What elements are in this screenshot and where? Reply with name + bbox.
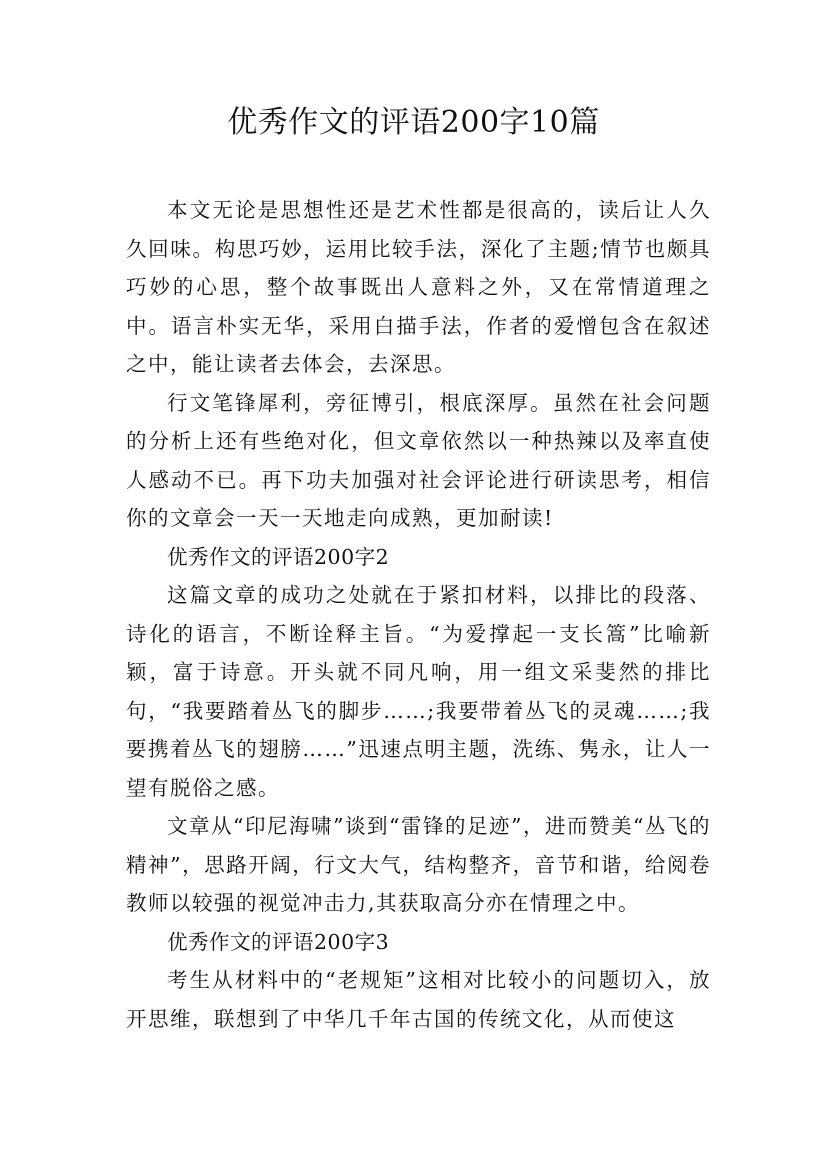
document-body	[126, 191, 711, 1038]
document-title: 优秀作文的评语200字10篇	[227, 105, 600, 140]
paragraph-3: 这篇文章的成功之处就在于紧扣材料，以排比的段落、诗化的语言，不断诠释主旨。“为爱撑起一支长篙”比喻新颖，富于诗意。开头就不同凡响，用一组文采斐然的排比句，“我要踏着丛飞的脚步……;我要带着丛飞的灵魂……;我要携着丛飞的翅膀……”迅速点明主题，洗练、隽永，让人一望有脱俗之感。	[126, 583, 711, 800]
paragraph-4: 文章从“印尼海啸”谈到“雷锋的足迹”，进而赞美“丛飞的精神”，思路开阔，行文大气，结构整齐，音节和谐，给阅卷教师以较强的视觉冲击力,其获取高分亦在情理之中。	[126, 814, 711, 915]
paragraph-2: 行文笔锋犀利，旁征博引，根底深厚。虽然在社会问题的分析上还有些绝对化，但文章依然以一种热辣以及率直使人感动不已。再下功夫加强对社会评论进行研读思考，相信你的文章会一天一天地走向成熟，更加耐读!	[126, 390, 711, 530]
paragraph-5: 考生从材料中的“老规矩”这相对比较小的问题切入，放开思维，联想到了中华几千年古国的传统文化，从而使这	[126, 968, 711, 1031]
paragraph-1: 本文无论是思想性还是艺术性都是很高的，读后让人久久回味。构思巧妙，运用比较手法，深化了主题;情节也颇具巧妙的心思，整个故事既出人意料之外，又在常情道理之中。语言朴实无华，采用白描手法，作者的爱憎包含在叙述之中，能让读者去体会，去深思。	[126, 198, 711, 376]
section-heading-3: 优秀作文的评语200字3	[167, 929, 390, 954]
section-heading-2: 优秀作文的评语200字2	[167, 544, 390, 569]
